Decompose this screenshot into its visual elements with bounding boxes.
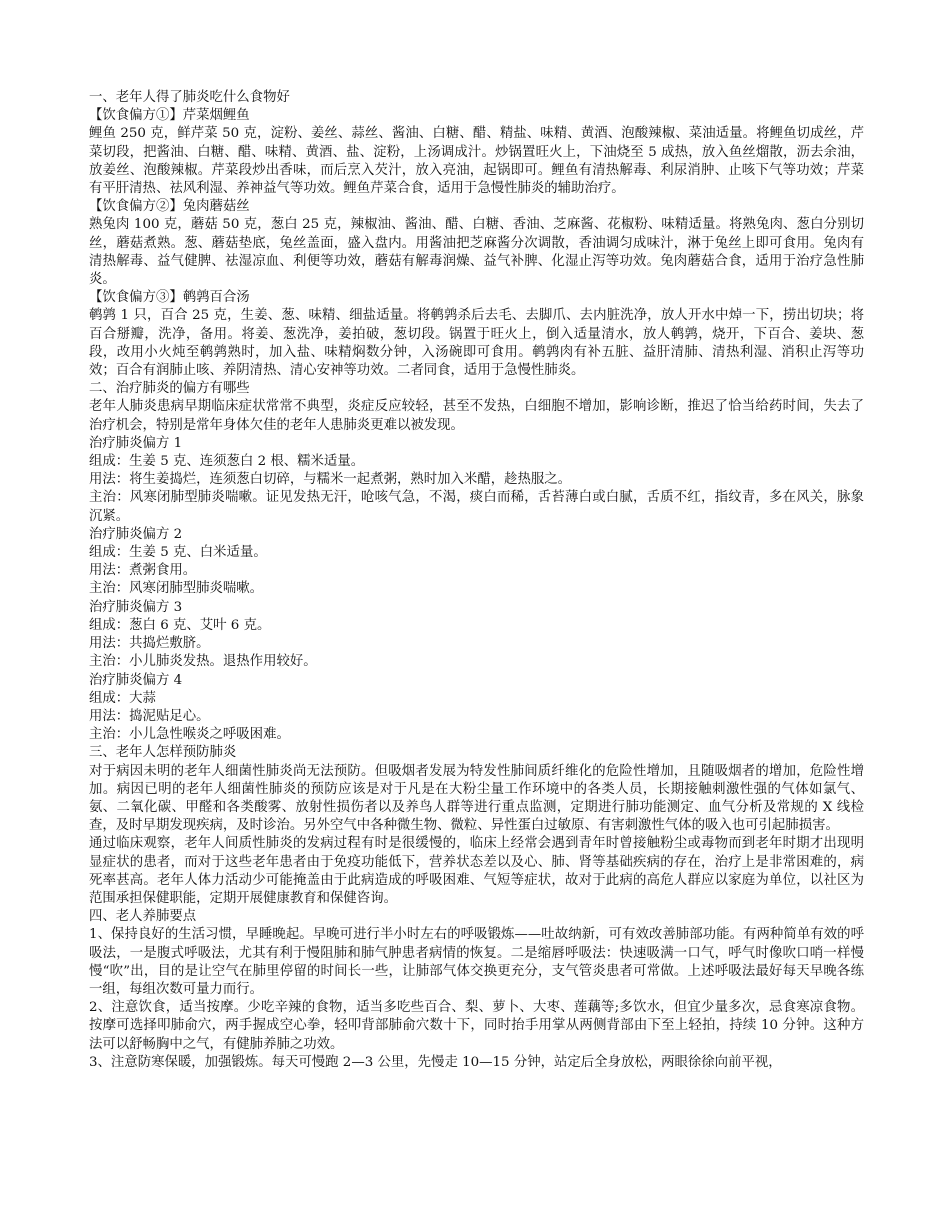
paragraph: 3、注意防寒保暖，加强锻炼。每天可慢跑 2—3 公里，先慢走 10—15 分钟，站定后全身放松，两眼徐徐向前平视， bbox=[89, 1054, 782, 1070]
remedy-heading: 治疗肺炎偏方 4 bbox=[89, 672, 183, 688]
paragraph: 通过临床观察，老年人间质性肺炎的发病过程有时是很缓慢的，临床上经常会遇到青年时曾接触粉尘或毒物而到老年时期才出现明显症状的患者，而对于这些老年患者由于免疫功能低下，营养状态差以及心、肺、肾等基础疾病的存在，治疗上是非常困难的，病死率甚高。老年人体力活动少可能掩盖由于此病造成的呼吸困难、气短等症状，故对于此病的高危人群应以家庭为单位，以社区为范围承担保健职能，定期开展健康教育和保健咨询。 bbox=[89, 836, 864, 906]
paragraph: 鹌鹑 1 只，百合 25 克，生姜、葱、味精、细盐适量。将鹌鹑杀后去毛、去脚爪、去内脏洗净，放人开水中焯一下，捞出切块；将百合掰瓣，洗净，备用。将姜、葱洗净，姜拍破，葱切段。锅置于旺火上，倒入适量清水，放人鹌鹑，烧开，下百合、姜块、葱段，改用小火炖至鹌鹑熟时，加入盐、味精焖数分钟，入汤碗即可食用。鹌鹑肉有补五脏、益肝清肺、清热利湿、消积止泻等功效；百合有润肺止咳、养阴清热、清心安神等功效。二者同食，适用于急慢性肺炎。 bbox=[89, 308, 864, 379]
paragraph: 2、注意饮食，适当按摩。少吃辛辣的食物，适当多吃些百合、梨、萝卜、大枣、莲藕等;多饮水，但宜少量多次，忌食寒凉食物。按摩可选择叩肺俞穴，两手握成空心拳，轻叩背部肺俞穴数十下，同时抬手用掌从两侧背部由下至上轻拍，持续 10 分钟。这种方法可以舒畅胸中之气，有健肺养肺之功效。 bbox=[89, 1000, 864, 1052]
paragraph: 熟兔肉 100 克，蘑菇 50 克，葱白 25 克，辣椒油、酱油、醋、白糖、香油、芝麻酱、花椒粉、味精适量。将熟兔肉、葱白分别切丝，蘑菇煮熟。葱、蘑菇垫底，兔丝盖面，盛入盘内。用酱油把芝麻酱分次调散，香油调匀成味汁，淋于兔丝上即可食用。兔肉有清热解毒、益气健脾、祛湿凉血、利便等功效，蘑菇有解毒润燥、益气补脾、化湿止泻等功效。兔肉蘑菇合食，适用于治疗急性肺炎。 bbox=[89, 217, 864, 288]
recipe-heading: 【饮食偏方②】兔肉蘑菇丝 bbox=[89, 199, 250, 215]
remedy-line: 用法：捣泥贴足心。 bbox=[89, 708, 210, 724]
remedy-line: 主治：风寒闭肺型肺炎喘嗽。 bbox=[89, 581, 264, 597]
paragraph: 老年人肺炎患病早期临床症状常常不典型，炎症反应较轻，甚至不发热，白细胞不增加，影响诊断，推迟了恰当给药时间，失去了治疗机会，特别是常年身体欠佳的老年人患肺炎更难以被发现。 bbox=[89, 399, 864, 433]
paragraph: 鲤鱼 250 克，鲜芹菜 50 克，淀粉、姜丝、蒜丝、酱油、白糖、醋、精盐、味精、黄酒、泡酸辣椒、菜油适量。将鲤鱼切成丝，芹菜切段，把酱油、白糖、醋、味精、黄酒、盐、淀粉，上汤调成汁。炒锅置旺火上，下油烧至 5 成热，放入鱼丝熘散，沥去余油，放姜丝、泡酸辣椒。芹菜段炒出香味，而后烹入芡汁，放入亮油，起锅即可。鲤鱼有清热解毒、利尿消肿、止咳下气等功效；芹菜有平肝清热、祛风利湿、养神益气等功效。鲤鱼芹菜合食，适用于急慢性肺炎的辅助治疗。 bbox=[89, 126, 864, 197]
recipe-heading: 【饮食偏方①】芹菜烟鲤鱼 bbox=[89, 108, 250, 124]
remedy-line: 用法：煮粥食用。 bbox=[89, 563, 197, 579]
remedy-heading: 治疗肺炎偏方 1 bbox=[89, 435, 183, 451]
remedy-heading: 治疗肺炎偏方 2 bbox=[89, 526, 183, 542]
section-title: 一、老年人得了肺炎吃什么食物好 bbox=[89, 90, 290, 105]
section-title: 三、老年人怎样预防肺炎 bbox=[89, 745, 237, 761]
remedy-line: 组成：生姜 5 克、连须葱白 2 根、糯米适量。 bbox=[89, 454, 365, 470]
recipe-heading: 【饮食偏方③】鹌鹑百合汤 bbox=[89, 290, 250, 306]
remedy-heading: 治疗肺炎偏方 3 bbox=[89, 599, 183, 615]
section-title: 四、老人养肺要点 bbox=[89, 909, 197, 925]
paragraph: 对于病因未明的老年人细菌性肺炎尚无法预防。但吸烟者发展为特发性肺间质纤维化的危险性增加，且随吸烟者的增加，危险性增加。病因已明的老年人细菌性肺炎的预防应该是对于凡是在大粉尘量工作环境中的各类人员，长期接触刺激性强的气体如氯气、氨、二氧化碳、甲醛和各类酸雾、放射性损伤者以及养鸟人群等进行重点监测，定期进行肺功能测定、血气分析及常规的 X 线检查，及时早期发现疾病，及时诊治。另外空气中各种微生物、微粒、异性蛋白过敏原、有害刺激性气体的吸入也可引起肺损害。 bbox=[89, 763, 864, 834]
remedy-line: 主治：风寒闭肺型肺炎喘嗽。证见发热无汗，呛咳气急，不渴，痰白而稀，舌苔薄白或白腻，舌质不红，指纹青，多在风关，脉象沉紧。 bbox=[89, 490, 864, 524]
paragraph: 1、保持良好的生活习惯，早睡晚起。早晚可进行半小时左右的呼吸锻炼——吐故纳新，可有效改善肺部功能。有两种简单有效的呼吸法，一是腹式呼吸法，尤其有利于慢阻肺和肺气肿患者病情的恢复。二是缩唇呼吸法：快速吸满一口气，呼气时像吹口哨一样慢慢“吹”出，目的是让空气在肺里停留的时间长一些，让肺部气体交换更充分，支气管炎患者可常做。上述呼吸法最好每天早晚各练一组，每组次数可量力而行。 bbox=[89, 927, 864, 997]
section-title: 二、治疗肺炎的偏方有哪些 bbox=[89, 381, 250, 397]
remedy-line: 主治：小儿肺炎发热。退热作用较好。 bbox=[89, 654, 317, 670]
remedy-line: 组成：葱白 6 克、艾叶 6 克。 bbox=[89, 617, 271, 633]
remedy-line: 组成：生姜 5 克、白米适量。 bbox=[89, 545, 267, 561]
remedy-line: 用法：将生姜捣烂，连须葱白切碎，与糯米一起煮粥，熟时加入米醋，趁热服之。 bbox=[89, 472, 572, 488]
remedy-line: 组成：大蒜 bbox=[89, 690, 156, 706]
remedy-line: 主治：小儿急性喉炎之呼吸困难。 bbox=[89, 727, 290, 743]
document-page bbox=[89, 89, 864, 1072]
remedy-line: 用法：共捣烂敷脐。 bbox=[89, 636, 210, 652]
